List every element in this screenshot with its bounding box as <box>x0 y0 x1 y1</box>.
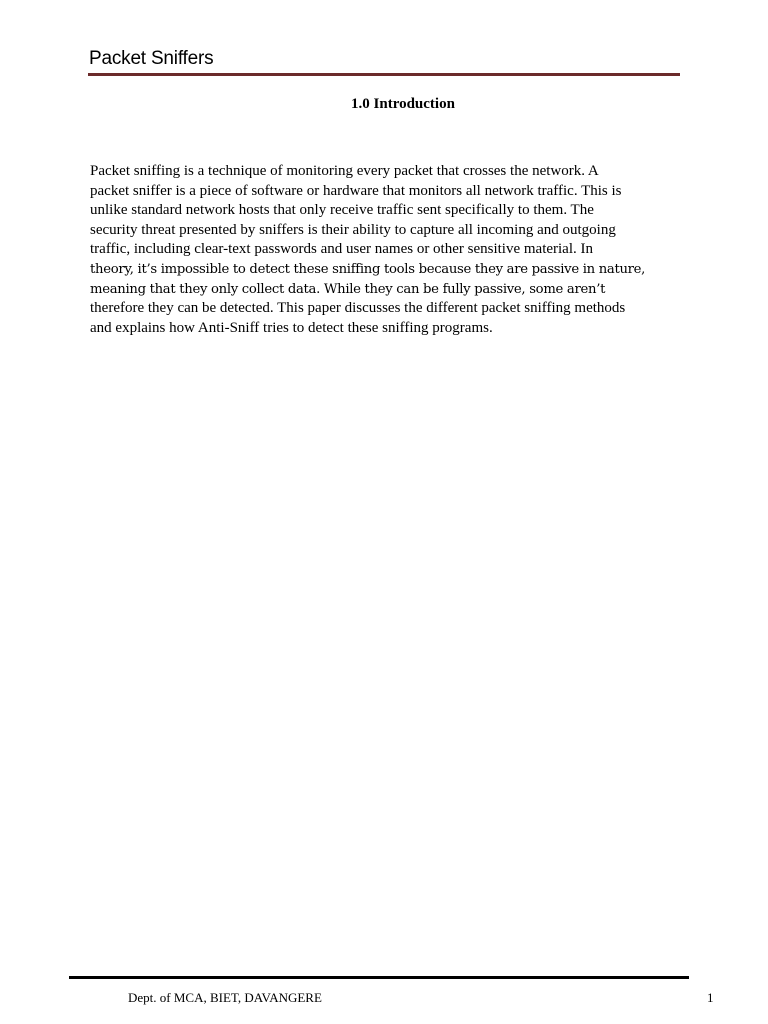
body-line: packet sniffer is a piece of software or hardware that monitors all network traffic. This is <box>90 182 622 199</box>
body-line: and explains how Anti-Sniff tries to detect these sniffing programs. <box>90 319 493 336</box>
body-line: traffic, including clear-text passwords and user names or other sensitive material. In <box>90 241 594 258</box>
header-divider <box>88 73 680 76</box>
body-paragraph <box>90 162 690 338</box>
page-header-title: Packet Sniffers <box>89 48 214 69</box>
body-line: unlike standard network hosts that only receive traffic sent specifically to them. The <box>90 202 594 219</box>
page-number: 1 <box>707 990 714 1005</box>
section-heading: 1.0 Introduction <box>351 96 455 112</box>
body-line: meaning that they only collect data. While they can be fully passive, some aren’t <box>90 281 606 297</box>
body-line: theory, it’s impossible to detect these sniffing tools because they are passive in nature, <box>90 261 646 277</box>
body-line: Packet sniffing is a technique of monitoring every packet that crosses the network. A <box>90 163 599 179</box>
body-line: security threat presented by sniffers is their ability to capture all incoming and outgoing <box>90 221 616 238</box>
footer-department: Dept. of MCA, BIET, DAVANGERE <box>128 990 322 1005</box>
footer-divider <box>69 976 689 979</box>
body-line: therefore they can be detected. This paper discusses the different packet sniffing methods <box>90 300 626 317</box>
